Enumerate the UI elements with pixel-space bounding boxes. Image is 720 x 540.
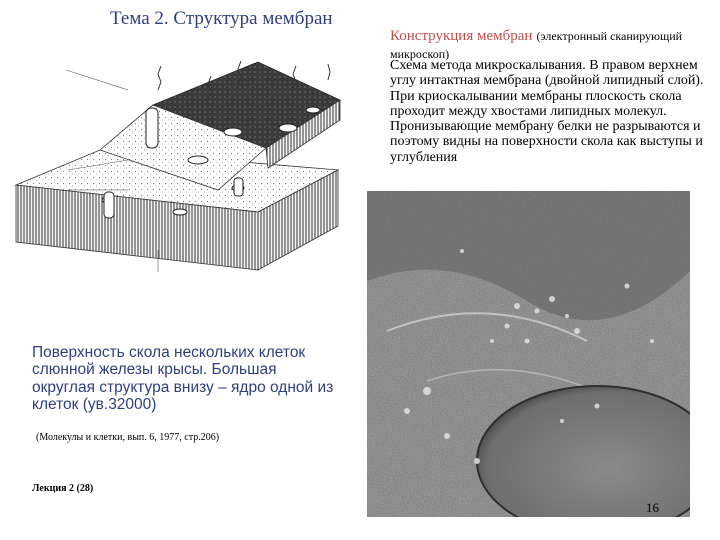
freeze-fracture-diagram: [8, 50, 346, 290]
page-number: 16: [646, 500, 659, 515]
subtitle-note: (электронный сканирующий микроскоп): [390, 29, 683, 61]
micrograph-caption: Поверхность скола нескольких клеток слюнной железы крысы. Большая округлая структура внизу – ядро одной из клеток (ув.32000): [32, 344, 334, 413]
description-text: Схема метода микроскалывания. В правом верхнем углу интактная мембрана (двойной липидный слой). При криоскалывании мембраны плоскость скола проходит между хвостами липидных молекул. Пронизывающие мембрану белки не разрываются и поэтому видны на поверхности скола как выступы и углубления: [390, 58, 704, 165]
slide-title: Тема 2. Структура мембран: [110, 8, 333, 29]
subtitle-heading: Конструкция мембран: [390, 28, 533, 44]
lecture-label: Лекция 2 (28): [32, 483, 94, 494]
citation: (Молекулы и клетки, вып. 6, 1977, стр.206): [36, 432, 220, 443]
electron-micrograph: [367, 191, 690, 517]
